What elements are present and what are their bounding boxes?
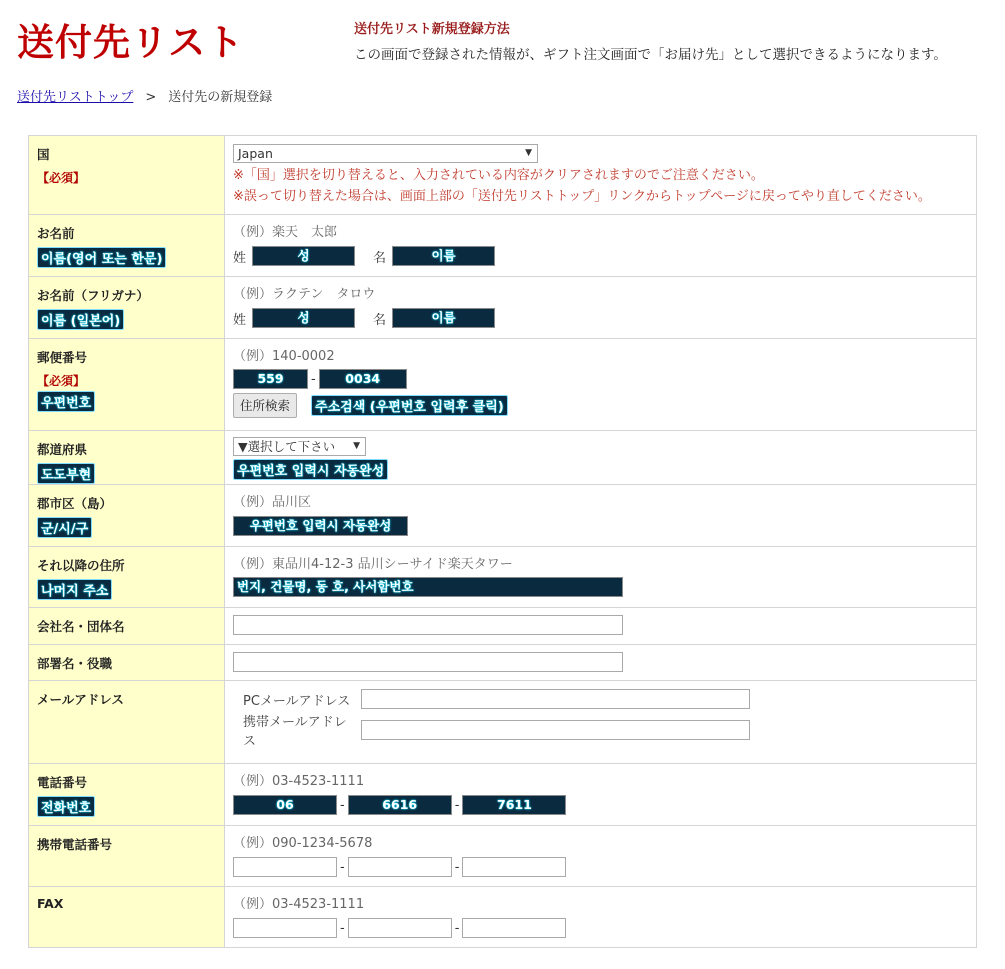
breadcrumb-top-link[interactable]: 送付先リストトップ <box>17 90 134 105</box>
row-email <box>29 681 977 764</box>
street-input[interactable]: 번지, 건물명, 동 호, 사서함번호 <box>233 577 623 597</box>
row-prefecture <box>29 431 977 485</box>
pc-email-label: PCメールアドレス <box>243 693 351 709</box>
fax1-input[interactable] <box>233 918 337 938</box>
fax2-input[interactable] <box>348 918 452 938</box>
zip-annotation: 우편번호 <box>37 391 95 412</box>
zip-dash: - <box>311 371 316 387</box>
howto-heading: 送付先リスト新規登録方法 <box>354 22 510 37</box>
first-name-input[interactable]: 이름 <box>392 246 495 266</box>
mobile-email-label: 携帯メールアドレス <box>243 715 347 749</box>
row-fax: FAX （例）03-4523-1111 - - <box>29 887 977 948</box>
row-street <box>29 547 977 608</box>
department-label: 部署名・役職 <box>37 656 113 671</box>
department-input[interactable] <box>233 652 623 672</box>
last-name-input[interactable]: 성 <box>252 246 355 266</box>
kana-mei-label: 名 <box>373 312 387 328</box>
row-mobile-phone: 携帯電話番号 （例）090-1234-5678 - - <box>29 826 977 887</box>
city-label: 郡市区（島） <box>37 496 113 511</box>
city-annotation: 군/시/구 <box>37 517 92 538</box>
name-label: お名前 <box>37 226 75 241</box>
row-department <box>29 645 977 681</box>
phone-label: 電話番号 <box>37 775 88 790</box>
row-country <box>29 136 977 215</box>
prefecture-annotation: 도도부현 <box>37 463 95 484</box>
breadcrumb-current: 送付先の新規登録 <box>168 90 273 105</box>
phone2-input[interactable]: 6616 <box>348 795 452 815</box>
mobile-phone2-input[interactable] <box>348 857 452 877</box>
city-input[interactable]: 우편번호 입력시 자동완성 <box>233 516 408 536</box>
mobile-phone-example: （例）090-1234-5678 <box>233 836 373 851</box>
address-search-annotation: 주소검색 (우편번호 입력후 클릭) <box>311 395 508 416</box>
prefecture-select[interactable]: ▼選択して下さい ▼ <box>233 437 366 456</box>
fax-example: （例）03-4523-1111 <box>233 897 365 912</box>
phone3-input[interactable]: 7611 <box>462 795 566 815</box>
company-input[interactable] <box>233 615 623 635</box>
mobile-phone-label: 携帯電話番号 <box>37 837 113 852</box>
kana-annotation: 이름 (일본어) <box>37 309 124 330</box>
row-company <box>29 608 977 645</box>
name-annotation: 이름(영어 또는 한문) <box>37 247 166 268</box>
address-search-button[interactable]: 住所検索 <box>233 393 297 418</box>
zip-label: 郵便番号 <box>37 350 88 365</box>
kana-first-name-input[interactable]: 이름 <box>392 308 495 328</box>
zip1-input[interactable]: 559 <box>233 369 308 389</box>
address-form <box>28 135 977 948</box>
kana-sei-label: 姓 <box>233 312 247 328</box>
kana-label: お名前（フリガナ） <box>37 288 149 303</box>
chevron-down-icon: ▼ <box>353 441 360 451</box>
email-label: メールアドレス <box>37 692 124 707</box>
row-phone: 電話番号 전화번호 （例）03-4523-1111 06 - 6616 - 7611 <box>29 764 977 826</box>
phone-example: （例）03-4523-1111 <box>233 774 365 789</box>
fax3-input[interactable] <box>462 918 566 938</box>
row-kana <box>29 277 977 339</box>
prefecture-auto-annotation: 우편번호 입력시 자동완성 <box>233 459 388 480</box>
kana-last-name-input[interactable]: 성 <box>252 308 355 328</box>
kana-example: （例）ラクテン タロウ <box>233 287 376 302</box>
street-label: それ以降の住所 <box>37 558 125 573</box>
pc-email-input[interactable] <box>361 689 750 709</box>
zip2-input[interactable]: 0034 <box>319 369 407 389</box>
country-warning-2: ※誤って切り替えた場合は、画面上部の「送付先リストトップ」リンクからトップページに戻ってやり直してください。 <box>233 189 931 204</box>
breadcrumb-separator: > <box>145 90 157 105</box>
country-warning-1: ※「国」選択を切り替えると、入力されている内容がクリアされますのでご注意ください。 <box>233 168 764 183</box>
required-mark: 【必須】 <box>37 171 86 185</box>
country-select[interactable]: Japan ▼ <box>233 144 538 163</box>
mei-label: 名 <box>373 250 387 266</box>
fax-label: FAX <box>37 896 64 911</box>
street-annotation: 나머지 주소 <box>37 579 112 600</box>
mobile-phone1-input[interactable] <box>233 857 337 877</box>
mobile-phone3-input[interactable] <box>462 857 566 877</box>
chevron-down-icon: ▼ <box>525 148 532 158</box>
breadcrumb <box>17 86 272 105</box>
country-label: 国 <box>37 147 50 162</box>
phone1-input[interactable]: 06 <box>233 795 337 815</box>
row-city <box>29 485 977 547</box>
phone-annotation: 전화번호 <box>37 796 95 817</box>
name-example: （例）楽天 太郎 <box>233 225 338 240</box>
mobile-email-input[interactable] <box>361 720 750 740</box>
company-label: 会社名・団体名 <box>37 619 125 634</box>
city-example: （例）品川区 <box>233 495 312 510</box>
page-description: この画面で登録された情報が、ギフト注文画面で「お届け先」として選択できるようになります。 <box>354 47 947 63</box>
page-title: 送付先リスト <box>17 21 245 64</box>
zip-required-mark: 【必須】 <box>37 374 86 388</box>
prefecture-label: 都道府県 <box>37 442 88 457</box>
zip-example: （例）140-0002 <box>233 349 335 364</box>
row-zip <box>29 339 977 431</box>
sei-label: 姓 <box>233 250 247 266</box>
street-example: （例）東品川4-12-3 品川シーサイド楽天タワー <box>233 557 513 572</box>
row-name <box>29 215 977 277</box>
